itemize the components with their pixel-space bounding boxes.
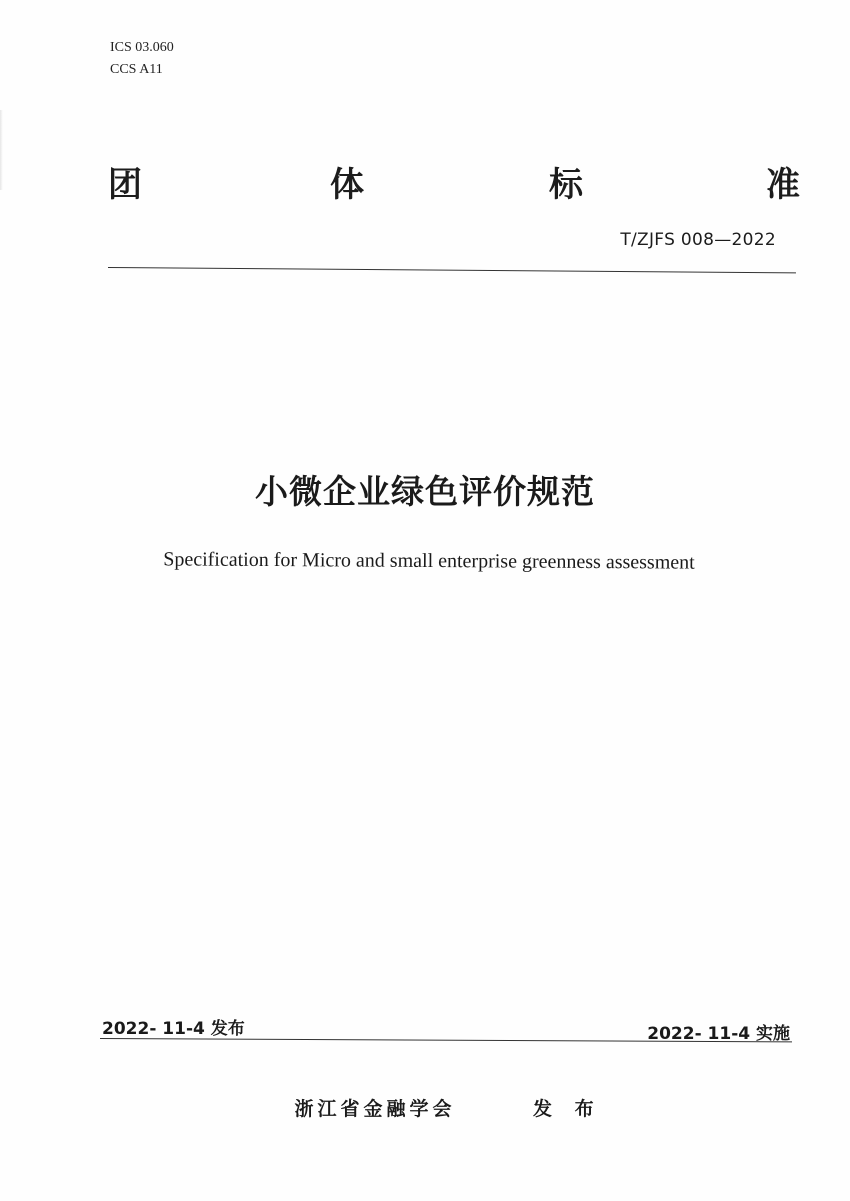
standard-type-char-3: 标 [549,165,583,205]
classification-codes [110,37,174,81]
standard-type-heading [108,160,808,210]
publisher-organization: 浙江省金融学会 [294,1098,456,1120]
title-english: Specification for Micro and small enterprise greenness assessment [163,548,695,574]
standard-number: T/ZJFS 008—2022 [620,230,776,250]
ics-code: ICS 03.060 [110,40,174,55]
publisher-action: 发 布 [533,1098,602,1120]
publisher-line [0,1094,850,1121]
standard-type-char-1: 团 [108,165,142,205]
header-divider [108,267,796,273]
scan-edge-shadow [0,110,3,190]
ccs-code: CCS A11 [110,62,163,77]
standard-type-char-2: 体 [330,165,364,205]
standard-type-char-4: 准 [766,165,800,205]
issue-date: 2022- 11-4 发布 [102,1019,245,1039]
implementation-date: 2022- 11-4 实施 [647,1024,790,1044]
title-chinese: 小微企业绿色评价规范 [255,472,595,511]
